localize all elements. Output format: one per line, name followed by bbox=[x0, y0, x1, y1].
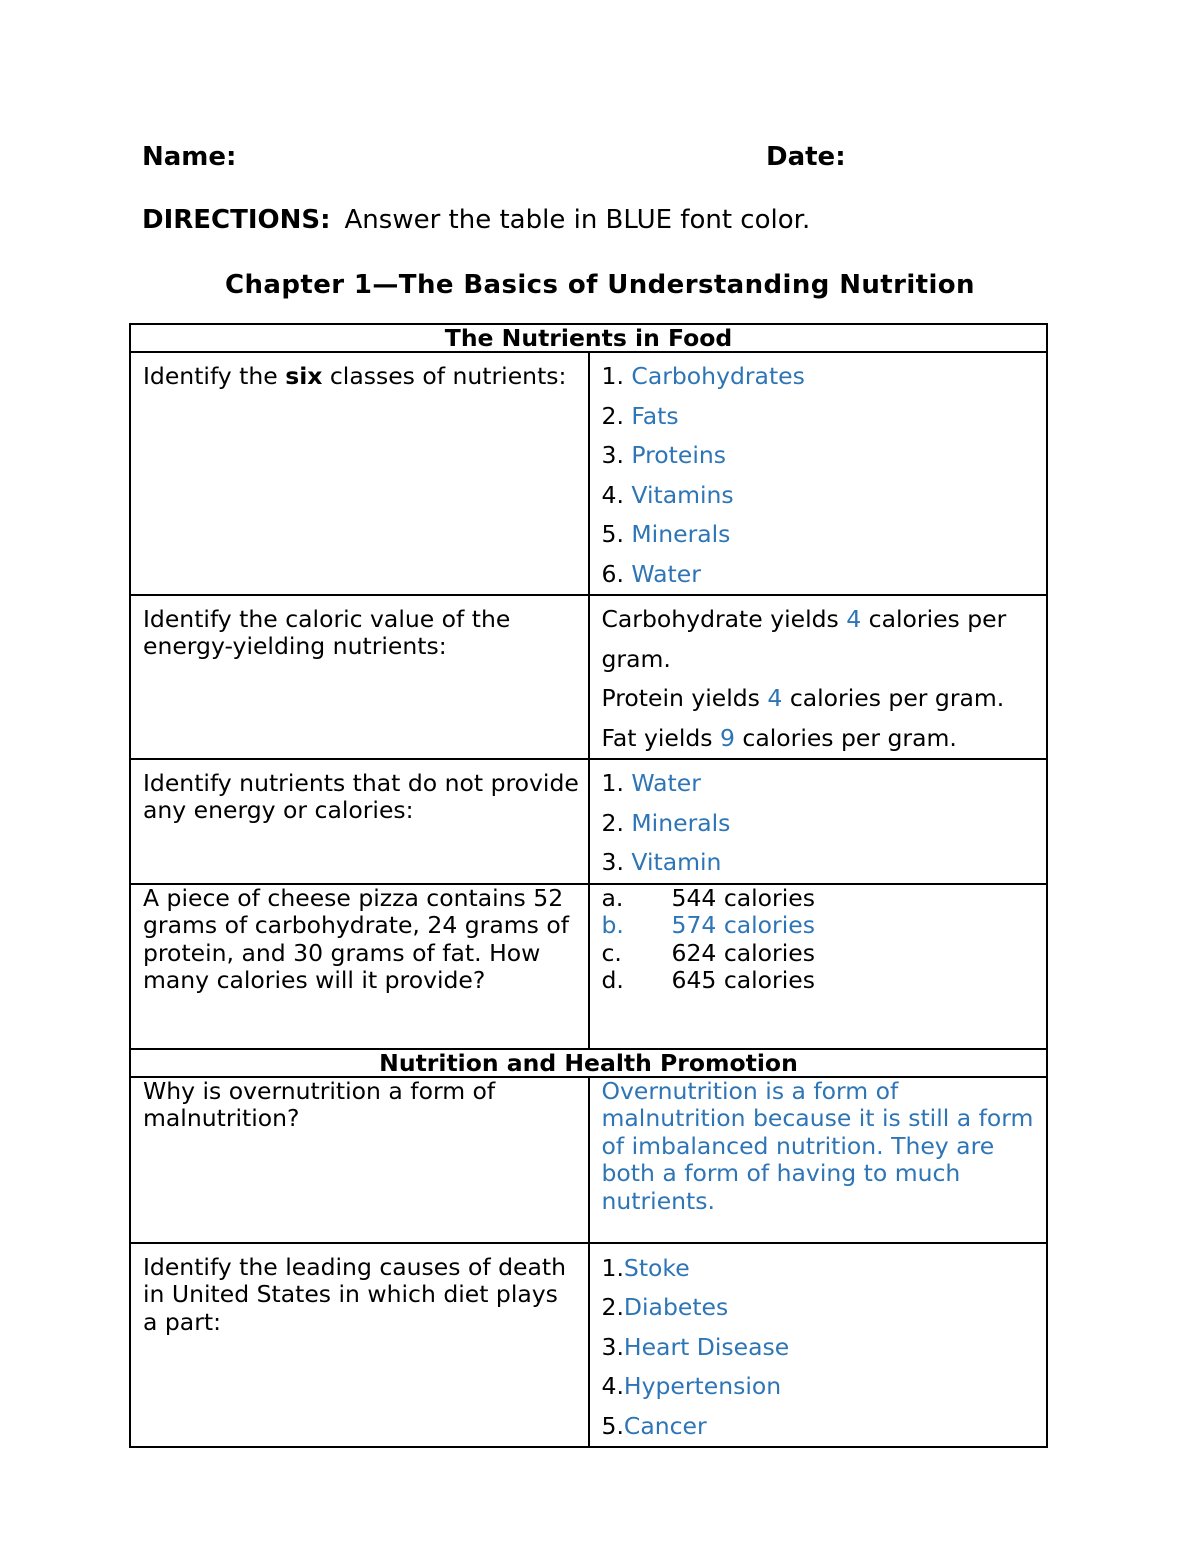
answer-line: Protein yields 4 calories per gram. bbox=[601, 684, 1005, 712]
answer-line: 3.Heart Disease bbox=[601, 1332, 790, 1361]
answer-text: Stoke bbox=[623, 1253, 690, 1282]
table-row bbox=[130, 1077, 1047, 1243]
date-label: Date: bbox=[766, 142, 846, 172]
worksheet-table bbox=[129, 323, 1048, 1448]
table-row bbox=[130, 1243, 1047, 1448]
answer-text: Water bbox=[631, 559, 701, 588]
answer-line: 2. Minerals bbox=[601, 808, 731, 837]
question-cell: Identify the leading causes of death in United States in which diet plays a part: bbox=[130, 1243, 589, 1448]
option-d: d. 645 calories bbox=[601, 966, 815, 994]
question-cell: Identify nutrients that do not provide any energy or calories: bbox=[130, 759, 589, 884]
option-c: c. 624 calories bbox=[601, 938, 815, 967]
answer-line: 5. Minerals bbox=[601, 520, 731, 548]
question-cell: Why is overnutrition a form of malnutrition? bbox=[130, 1077, 589, 1243]
answer-line: 3. Proteins bbox=[601, 441, 727, 469]
answer-cell bbox=[589, 352, 1048, 595]
answer-line: 4.Hypertension bbox=[601, 1372, 782, 1400]
answer-text: Cancer bbox=[623, 1411, 707, 1440]
answer-line: Fat yields 9 calories per gram. bbox=[601, 723, 957, 752]
directions-label: DIRECTIONS: bbox=[142, 205, 331, 235]
answer-text: Fats bbox=[631, 401, 679, 430]
question-cell: Identify the caloric value of the energy-yielding nutrients: bbox=[130, 595, 589, 759]
option-a: a. 544 calories bbox=[601, 883, 815, 912]
answer-value: 4 bbox=[846, 605, 862, 633]
answer-cell bbox=[589, 759, 1048, 884]
answer-cell: Overnutrition is a form of malnutrition because it is still a form of imbalanced nutrition. They are both a form of having to much nutrients. bbox=[589, 1077, 1048, 1243]
answer-value: 9 bbox=[720, 723, 735, 752]
answer-cell bbox=[589, 595, 1048, 759]
answer-cell bbox=[589, 1243, 1048, 1448]
answer-text: Diabetes bbox=[623, 1293, 729, 1321]
question-bold: six bbox=[285, 362, 323, 390]
question-cell bbox=[130, 352, 589, 595]
directions-text: Answer the table in BLUE font color. bbox=[344, 205, 811, 235]
answer-text: Hypertension bbox=[623, 1372, 782, 1400]
answer-cell bbox=[589, 884, 1048, 1049]
answer-line: 1.Stoke bbox=[601, 1253, 690, 1282]
answer-text: Proteins bbox=[631, 441, 727, 469]
section-heading-health: Nutrition and Health Promotion bbox=[130, 1049, 1047, 1077]
answer-text: Carbohydrates bbox=[631, 362, 805, 390]
answer-line: 1. Carbohydrates bbox=[601, 362, 805, 390]
directions bbox=[142, 205, 810, 235]
answer-line: Carbohydrate yields 4 calories per gram. bbox=[601, 605, 1007, 673]
table-row bbox=[130, 352, 1047, 595]
answer-text: Minerals bbox=[631, 520, 731, 548]
answer-line: 2. Fats bbox=[601, 401, 679, 430]
answer-text: Heart Disease bbox=[623, 1332, 790, 1361]
answer-line: 6. Water bbox=[601, 559, 701, 588]
answer-line: 5.Cancer bbox=[601, 1411, 707, 1440]
option-b-selected: b. 574 calories bbox=[601, 911, 815, 939]
answer-text: Water bbox=[631, 769, 701, 797]
answer-text: Minerals bbox=[631, 808, 731, 837]
table-row bbox=[130, 759, 1047, 884]
answer-text: Vitamins bbox=[631, 480, 734, 509]
question-text: classes of nutrients: bbox=[322, 362, 567, 390]
answer-line: 3. Vitamin bbox=[601, 848, 722, 876]
question-cell: A piece of cheese pizza contains 52 grams of carbohydrate, 24 grams of protein, and 30 grams of fat. How many calories will it provide? bbox=[130, 884, 589, 1049]
table-row bbox=[130, 595, 1047, 759]
section-heading-nutrients: The Nutrients in Food bbox=[130, 324, 1047, 352]
answer-value: 4 bbox=[767, 684, 783, 712]
answer-line: 1. Water bbox=[601, 769, 701, 797]
answer-line: 2.Diabetes bbox=[601, 1293, 729, 1321]
question-text: Identify the bbox=[143, 362, 286, 390]
answer-text: Vitamin bbox=[631, 848, 722, 876]
page-title: Chapter 1—The Basics of Understanding Nutrition bbox=[225, 270, 975, 300]
answer-line: 4. Vitamins bbox=[601, 480, 734, 509]
table-row bbox=[130, 884, 1047, 1049]
name-label: Name: bbox=[142, 142, 237, 172]
